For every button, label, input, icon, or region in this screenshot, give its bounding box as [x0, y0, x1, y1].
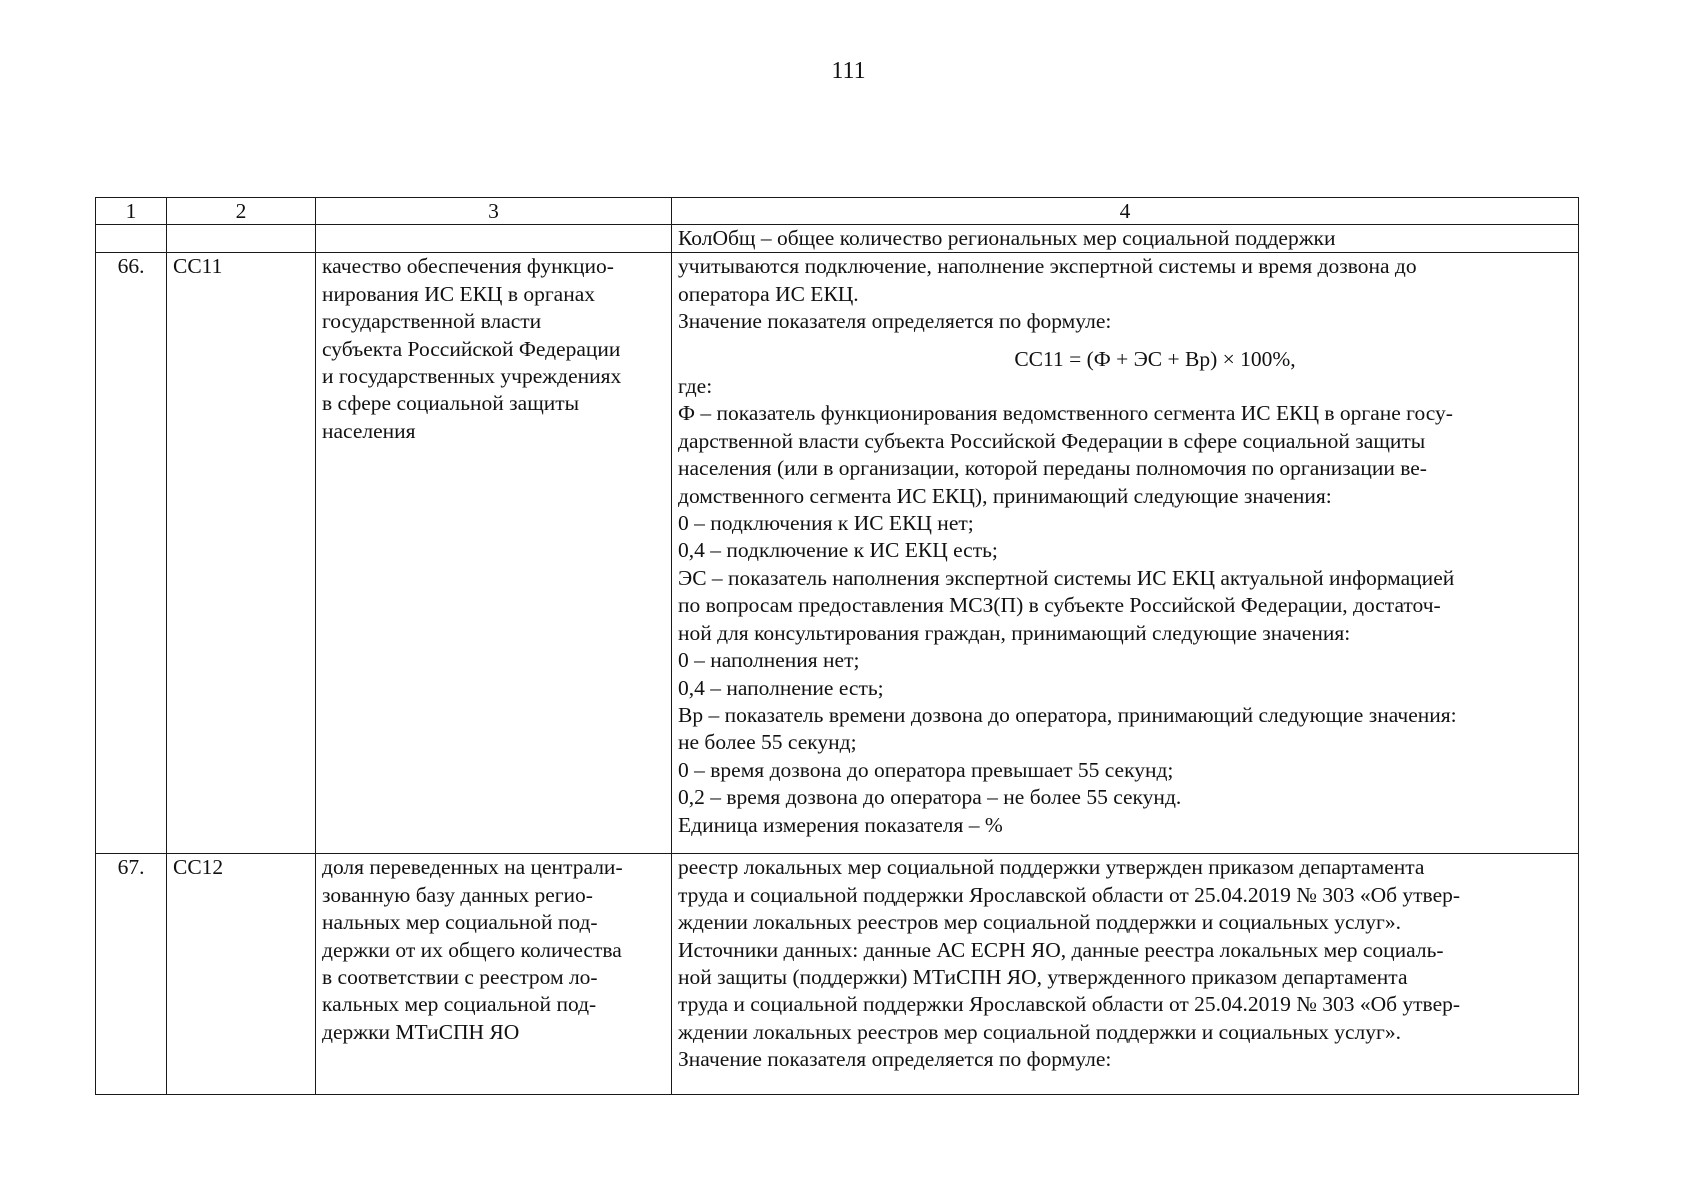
indicator-table: [95, 197, 1579, 1095]
desc-line: Источники данных: данные АС ЕСРН ЯО, данные реестра локальных мер социаль-: [678, 937, 1444, 962]
desc-line: не более 55 секунд;: [678, 730, 857, 755]
header-cell-2: 2: [167, 198, 316, 225]
desc-line: Вр – показатель времени дозвона до оператора, принимающий следующие значения:: [678, 702, 1457, 727]
header-cell-3: 3: [316, 198, 672, 225]
continuation-text: КолОбщ – общее количество региональных мер социальной поддержки: [672, 225, 1579, 253]
table-header-row: [96, 198, 1579, 225]
desc-line: 0,4 – наполнение есть;: [678, 675, 884, 700]
row-number: 67.: [96, 854, 167, 1095]
name-line: доля переведенных на централи-: [322, 855, 623, 880]
desc-line: Единица измерения показателя – %: [678, 812, 1003, 837]
row-number: 66.: [96, 253, 167, 854]
desc-line: домственного сегмента ИС ЕКЦ), принимающий следующие значения:: [678, 483, 1332, 508]
desc-line: 0 – время дозвона до оператора превышает 55 секунд;: [678, 757, 1174, 782]
name-line: зованную базу данных регио-: [322, 882, 593, 907]
name-line: держки от их общего количества: [322, 937, 622, 962]
indicator-description: [672, 253, 1579, 854]
name-line: в соответствии с реестром ло-: [322, 965, 598, 990]
desc-line: труда и социальной поддержки Ярославской области от 25.04.2019 № 303 «Об утвер-: [678, 882, 1461, 907]
desc-line: 0 – наполнения нет;: [678, 648, 860, 673]
desc-line: 0 – подключения к ИС ЕКЦ нет;: [678, 511, 974, 536]
desc-line: Значение показателя определяется по формуле:: [678, 309, 1112, 334]
desc-line: труда и социальной поддержки Ярославской области от 25.04.2019 № 303 «Об утвер-: [678, 992, 1461, 1017]
desc-line: реестр локальных мер социальной поддержки утвержден приказом департамента: [678, 855, 1425, 880]
desc-line: по вопросам предоставления МСЗ(П) в субъекте Российской Федерации, достаточ-: [678, 593, 1441, 618]
continuation-cell-3: [316, 225, 672, 253]
name-line: нальных мер социальной под-: [322, 910, 598, 935]
indicator-name: [316, 253, 672, 854]
name-line: государственной власти: [322, 309, 542, 334]
continuation-row: [96, 225, 1579, 253]
formula: СС11 = (Ф + ЭС + Вр) × 100%,: [1014, 346, 1296, 371]
desc-line: учитываются подключение, наполнение экспертной системы и время дозвона до: [678, 254, 1417, 279]
desc-line: Значение показателя определяется по формуле:: [678, 1047, 1112, 1072]
name-line: населения: [322, 418, 416, 443]
desc-line: ной защиты (поддержки) МТиСПН ЯО, утвержденного приказом департамента: [678, 965, 1408, 990]
desc-line: Ф – показатель функционирования ведомственного сегмента ИС ЕКЦ в органе госу-: [678, 401, 1453, 426]
name-line: и государственных учреждениях: [322, 364, 622, 389]
name-line: кальных мер социальной под-: [322, 992, 597, 1017]
desc-line: ЭС – показатель наполнения экспертной системы ИС ЕКЦ актуальной информацией: [678, 565, 1455, 590]
indicator-description: [672, 854, 1579, 1095]
name-line: субъекта Российской Федерации: [322, 336, 621, 361]
indicator-code: СС12: [167, 854, 316, 1095]
desc-line: населения (или в организации, которой переданы полномочия по организации ве-: [678, 456, 1427, 481]
page-number: 111: [831, 58, 866, 84]
table-row: [96, 253, 1579, 854]
desc-line: 0,2 – время дозвона до оператора – не более 55 секунд.: [678, 785, 1182, 810]
name-line: нирования ИС ЕКЦ в органах: [322, 281, 596, 306]
name-line: качество обеспечения функцио-: [322, 254, 614, 279]
desc-line: где:: [678, 374, 713, 399]
table-row: [96, 854, 1579, 1095]
name-line: держки МТиСПН ЯО: [322, 1019, 520, 1044]
desc-line: оператора ИС ЕКЦ.: [678, 281, 859, 306]
desc-line: ной для консультирования граждан, принимающий следующие значения:: [678, 620, 1351, 645]
desc-line: 0,4 – подключение к ИС ЕКЦ есть;: [678, 538, 998, 563]
desc-line: ждении локальных реестров мер социальной поддержки и социальных услуг».: [678, 910, 1401, 935]
header-cell-1: 1: [96, 198, 167, 225]
header-cell-4: 4: [672, 198, 1579, 225]
desc-line: дарственной власти субъекта Российской Федерации в сфере социальной защиты: [678, 428, 1426, 453]
desc-line: ждении локальных реестров мер социальной поддержки и социальных услуг».: [678, 1019, 1401, 1044]
continuation-cell-2: [167, 225, 316, 253]
name-line: в сфере социальной защиты: [322, 391, 580, 416]
indicator-code: СС11: [167, 253, 316, 854]
continuation-cell-1: [96, 225, 167, 253]
indicator-name: [316, 854, 672, 1095]
